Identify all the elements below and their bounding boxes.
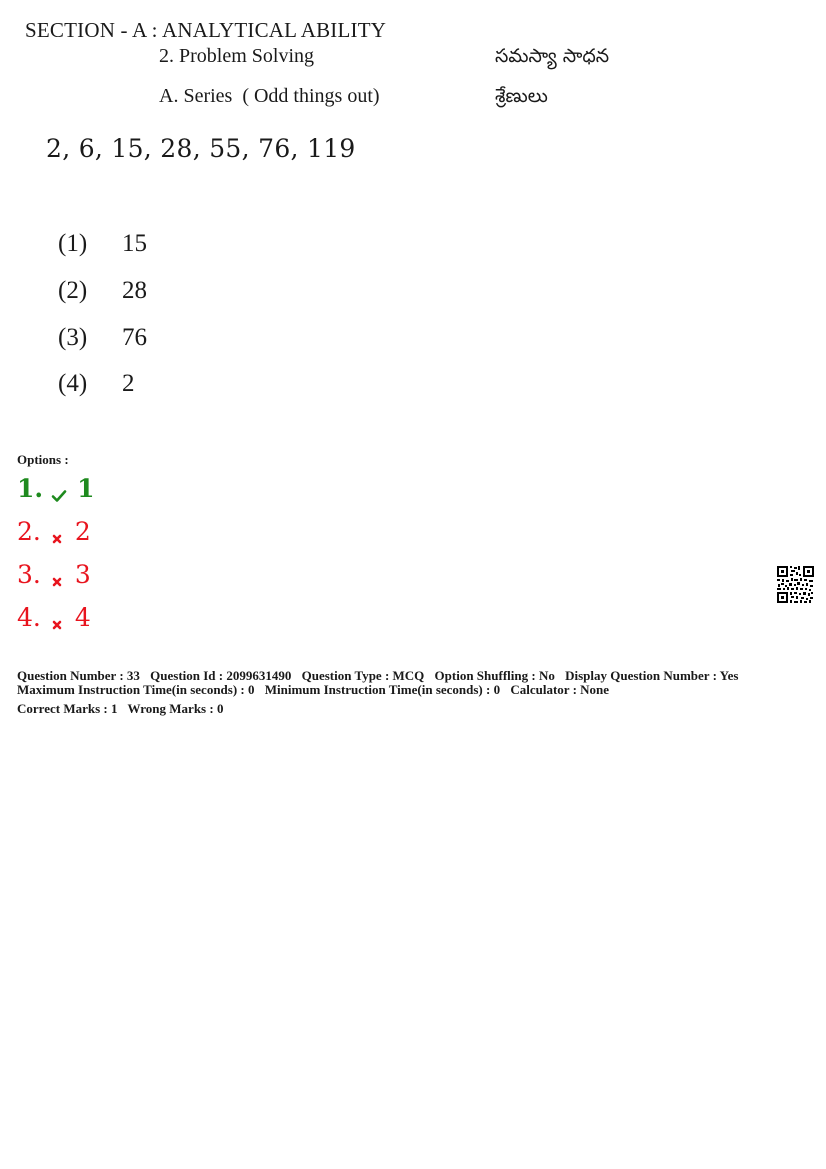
question-number: Question Number : 33 (17, 668, 140, 683)
min-instruction-time: Minimum Instruction Time(in seconds) : 0 (264, 682, 501, 697)
wrong-marks: Wrong Marks : 0 (127, 701, 224, 716)
option-number: 4. (17, 603, 41, 632)
option-2 (17, 517, 91, 546)
check-icon (51, 481, 67, 497)
question-id: Question Id : 2099631490 (150, 668, 292, 683)
option-4 (17, 603, 91, 632)
option-value: 3 (74, 560, 91, 589)
correct-marks: Correct Marks : 1 (17, 701, 118, 716)
option-number: 2. (17, 517, 41, 546)
question-type: Question Type : MCQ (301, 668, 425, 683)
choice-value: 15 (122, 230, 147, 257)
max-instruction-time: Maximum Instruction Time(in seconds) : 0 (17, 682, 255, 697)
question-meta-line-2 (17, 683, 616, 697)
topic-english: 2. Problem Solving (159, 45, 315, 67)
qr-code-icon (776, 565, 815, 604)
option-value: 1 (77, 474, 95, 503)
choice-4 (58, 370, 135, 398)
question-series: 2, 6, 15, 28, 55, 76, 119 (46, 134, 356, 163)
cross-icon (49, 610, 65, 626)
choice-value: 2 (122, 370, 135, 397)
cross-icon (49, 567, 65, 583)
choice-3 (58, 324, 147, 352)
option-number: 3. (17, 560, 41, 589)
subtopic-telugu: శ్రేణులు (495, 85, 548, 107)
choice-number: (2) (58, 277, 88, 304)
cross-icon (49, 524, 65, 540)
choice-2 (58, 277, 147, 305)
option-value: 2 (74, 517, 91, 546)
section-title: SECTION - A : ANALYTICAL ABILITY (25, 18, 387, 42)
calculator: Calculator : None (510, 682, 610, 697)
choice-value: 28 (122, 277, 147, 304)
options-label: Options : (17, 452, 69, 467)
option-number: 1. (17, 474, 44, 503)
choice-number: (4) (58, 370, 88, 397)
subtopic-english: A. Series ( Odd things out) (159, 85, 380, 107)
question-meta-line-1 (17, 669, 745, 683)
display-question-number: Display Question Number : Yes (565, 668, 739, 683)
option-1 (17, 474, 95, 503)
choice-number: (1) (58, 230, 88, 257)
question-meta-line-3 (17, 702, 230, 716)
choice-number: (3) (58, 324, 88, 351)
option-shuffling: Option Shuffling : No (434, 668, 555, 683)
choice-1 (58, 230, 147, 258)
topic-telugu: సమస్యా సాధన (495, 45, 610, 67)
choice-value: 76 (122, 324, 147, 351)
option-value: 4 (74, 603, 91, 632)
option-3 (17, 560, 91, 589)
